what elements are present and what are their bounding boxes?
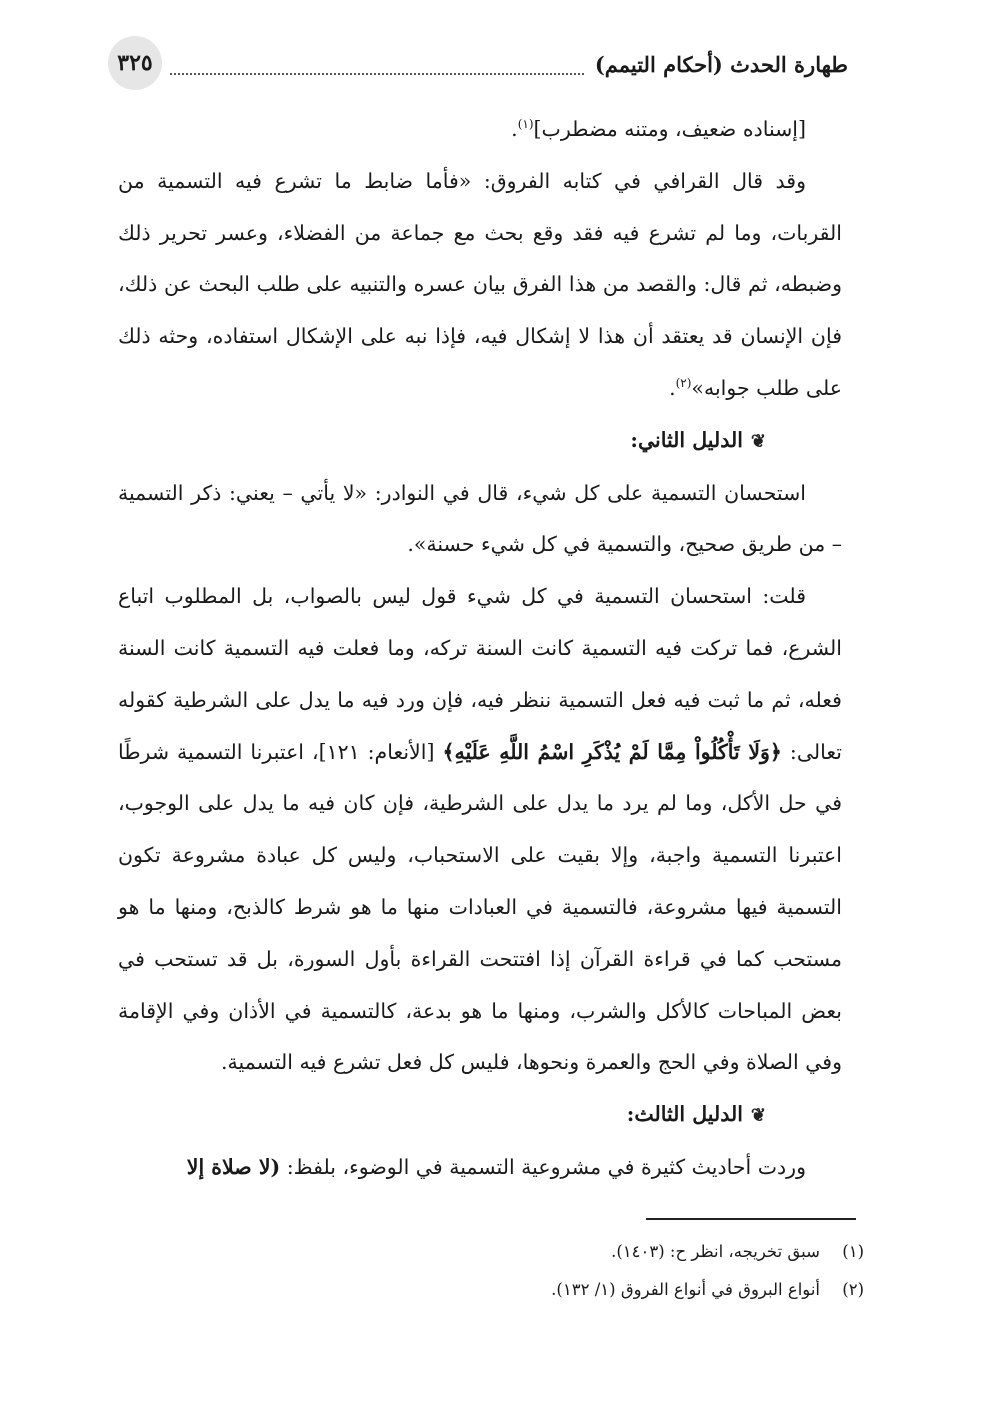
footnote-ref-1: (١) [517, 117, 534, 132]
hadith-quote: (لا صلاة إلا [186, 1154, 281, 1179]
paragraph-2 [118, 156, 842, 415]
footnotes [164, 1233, 864, 1309]
paragraph-5-text: وردت أحاديث كثيرة في مشروعية التسمية في الوضوء، بلفظ: [286, 1154, 806, 1179]
footnote-text: سبق تخريجه، انظر ح: (١٤٠٣). [611, 1242, 820, 1261]
footnote-number: (٢) [842, 1280, 864, 1299]
paragraph-4-text-a: قلت: استحسان التسمية في كل شيء قول ليس بالصواب، بل المطلوب اتباع الشرع، فما تركت فيه التسمية كانت السنة تركه، وما فعلت فيه التسمية كانت السنة فعله، ثم ما ثبت فيه فعل التسمية ننظر فيه، فإن ورد فيه ما يدل على الشرطية كقوله تعالى: [118, 584, 842, 764]
heading-third-evidence-text: الدليل الثالث: [626, 1102, 743, 1127]
paragraph-3: استحسان التسمية على كل شيء، قال في النوادر: «لا يأتي – يعني: ذكر التسمية – من طريق صحيح، والتسمية في كل شيء حسنة». [118, 480, 842, 557]
quran-verse: ﴿وَلَا تَأْكُلُواْ مِمَّا لَمْ يُذْكَرِ اسْمُ اللَّهِ عَلَيْهِ﴾ [442, 739, 782, 764]
main-text [118, 104, 842, 1194]
footnote-ref-2: (٢) [675, 376, 692, 391]
footnote-number: (١) [842, 1242, 864, 1261]
paragraph-2-text: وقد قال القرافي في كتابه الفروق: «فأما ضابط ما تشرع فيه التسمية من القربات، وما لم تشرع فيه فقد وقع بحث مع جماعة من الفضلاء، وعسر تحرير ذلك وضبطه، ثم قال: والقصد من هذا الفرق بيان عسره والتنبيه على طلب البحث عن ذلك، فإن الإنسان قد يعتقد أن هذا لا إشكال فيه، فإذا نبه على الإشكال استفاده، وحثه ذلك على طلب جوابه» [118, 168, 842, 400]
footnote-separator [646, 1218, 856, 1220]
paragraph-1-text: [إسناده ضعيف، ومتنه مضطرب] [533, 117, 806, 141]
leaf-icon: ❦ [750, 430, 766, 452]
page-number: ٣٢٥ [108, 36, 162, 90]
paragraph-4-text-b: [الأنعام: ١٢١]، اعتبرنا التسمية شرطًا في حل الأكل، وما لم يرد ما يدل على الشرطية، فإن كان فيه ما يدل على الوجوب، اعتبرنا التسمية واجبة، وإلا بقيت على الاستحباب، وليس كل عبادة مشروعة تكون التسمية فيها مشروعة، فالتسمية في العبادات منها ما هو شرط كالذبح، ومنها ما هو مستحب كما في قراءة القرآن إذا افتتحت القراءة بأول السورة، بل قد تستحب في بعض المباحات كالأكل والشرب، ومنها ما هو بدعة، كالتسمية في الأذان وفي الإقامة وفي الصلاة وفي الحج والعمرة ونحوها، فليس كل فعل تشرع فيه التسمية. [118, 739, 842, 1075]
leaf-icon: ❦ [750, 1105, 766, 1127]
heading-second-evidence-text: الدليل الثاني: [630, 427, 743, 452]
paragraph-2-end: . [669, 375, 676, 400]
paragraph-1 [118, 104, 842, 156]
paragraph-5 [118, 1142, 842, 1194]
running-title: طهارة الحدث (أحكام التيمم) [585, 52, 848, 77]
footnote-text: أنواع البروق في أنواع الفروق (١/ ١٣٢). [551, 1280, 820, 1299]
heading-second-evidence [118, 415, 842, 468]
heading-third-evidence [118, 1089, 842, 1142]
paragraph-1-end: . [511, 117, 518, 141]
footnote-2 [164, 1271, 864, 1309]
page-header [108, 36, 848, 96]
footnote-1 [164, 1233, 864, 1271]
paragraph-4 [118, 571, 842, 1089]
